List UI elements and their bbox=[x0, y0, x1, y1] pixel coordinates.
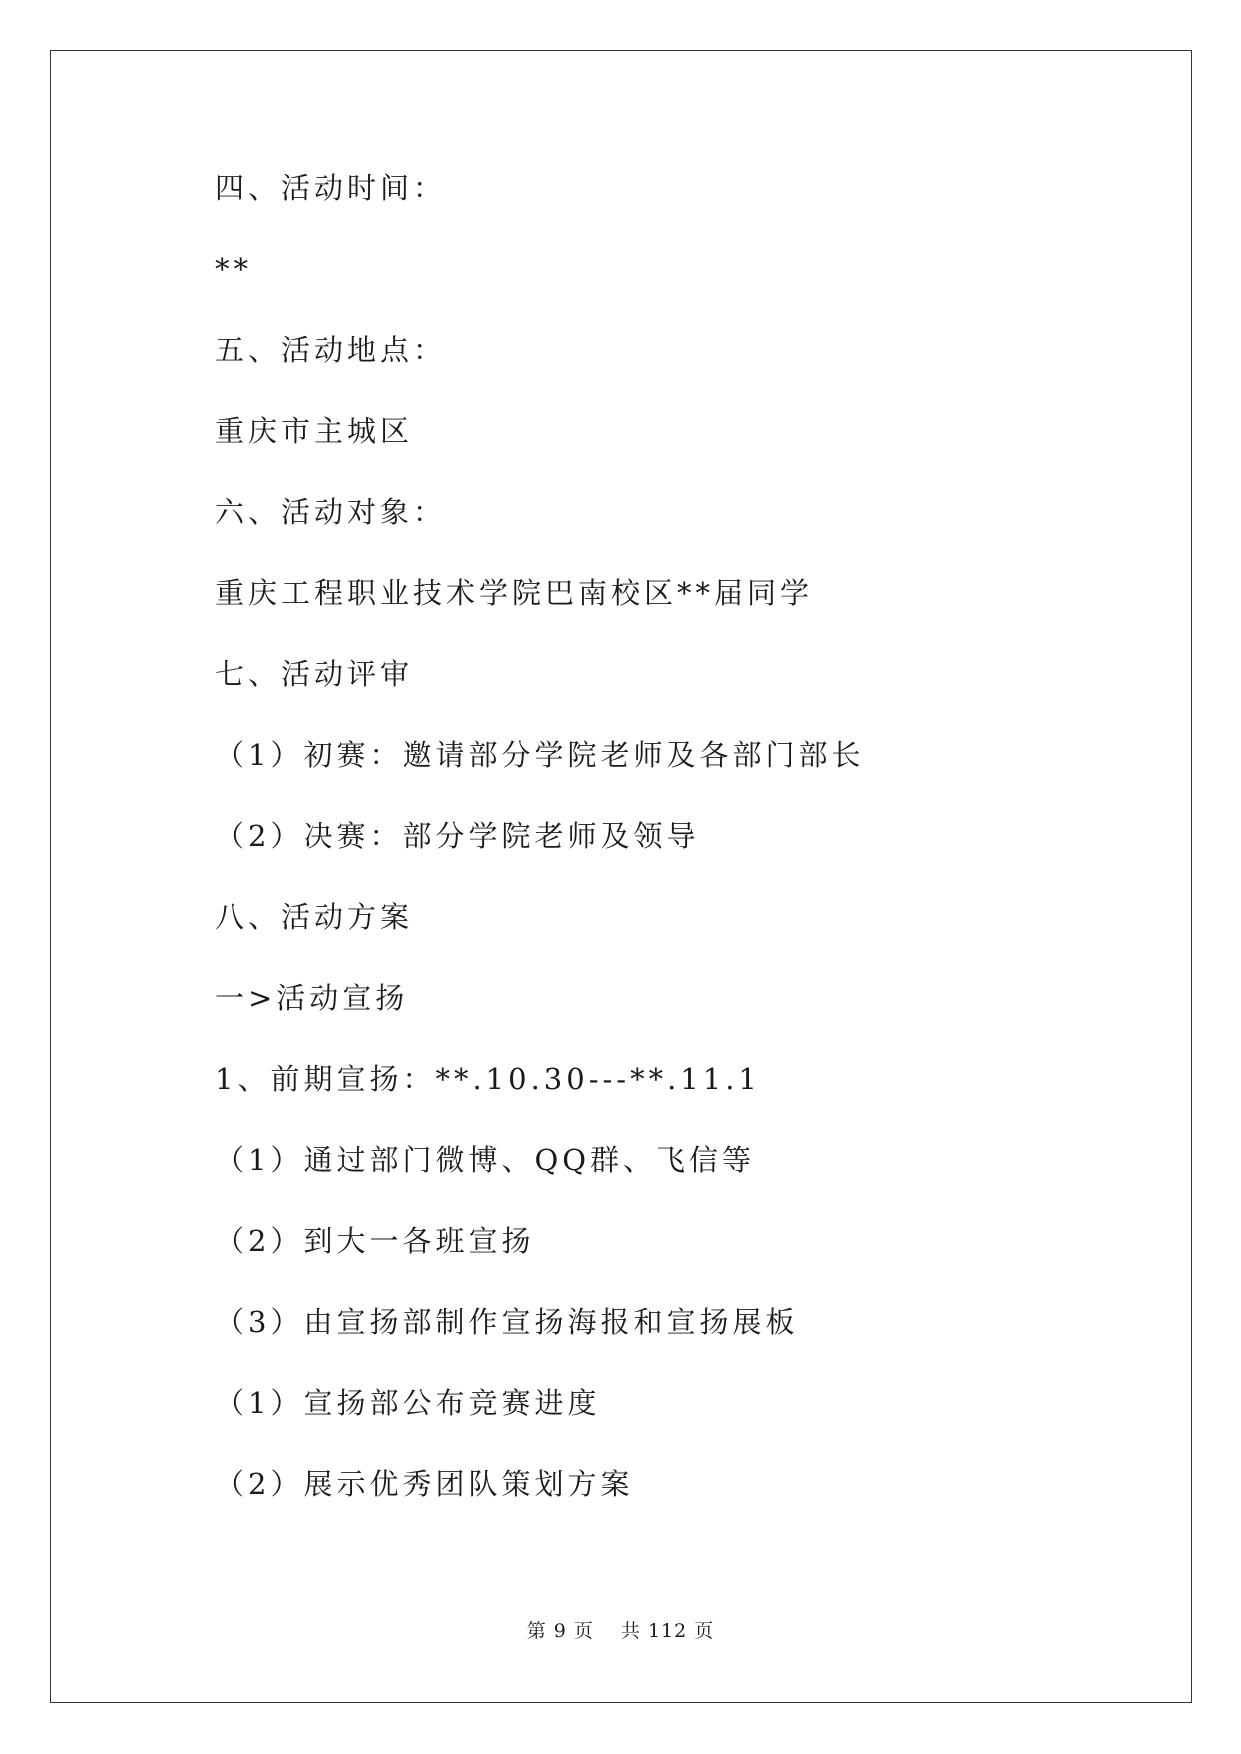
heading-activity-review: 七、活动评审 bbox=[215, 657, 414, 691]
review-final: （2）决赛：部分学院老师及领导 bbox=[215, 819, 700, 853]
activity-time-value: ** bbox=[215, 252, 252, 286]
subheading-promotion: 一>活动宣扬 bbox=[215, 981, 409, 1015]
heading-activity-plan: 八、活动方案 bbox=[215, 900, 414, 934]
heading-activity-target: 六、活动对象： bbox=[215, 495, 447, 529]
early-promotion-dates: 1、前期宣扬：**.10.30---**.11.1 bbox=[215, 1062, 761, 1096]
promotion-item-4: （1）宣扬部公布竞赛进度 bbox=[215, 1386, 601, 1420]
promotion-item-3: （3）由宣扬部制作宣扬海报和宣扬展板 bbox=[215, 1305, 799, 1339]
heading-activity-location: 五、活动地点： bbox=[215, 333, 447, 367]
activity-location-value: 重庆市主城区 bbox=[215, 414, 414, 448]
promotion-item-2: （2）到大一各班宣扬 bbox=[215, 1224, 535, 1258]
page-number-footer: 第 9 页 共 112 页 bbox=[526, 1620, 715, 1642]
activity-target-value: 重庆工程职业技术学院巴南校区**届同学 bbox=[215, 576, 814, 610]
heading-activity-time: 四、活动时间： bbox=[215, 171, 447, 205]
review-preliminary: （1）初赛：邀请部分学院老师及各部门部长 bbox=[215, 738, 865, 772]
promotion-item-5: （2）展示优秀团队策划方案 bbox=[215, 1467, 634, 1501]
promotion-item-1: （1）通过部门微博、QQ群、飞信等 bbox=[215, 1143, 756, 1177]
document-body bbox=[215, 168, 1115, 1545]
